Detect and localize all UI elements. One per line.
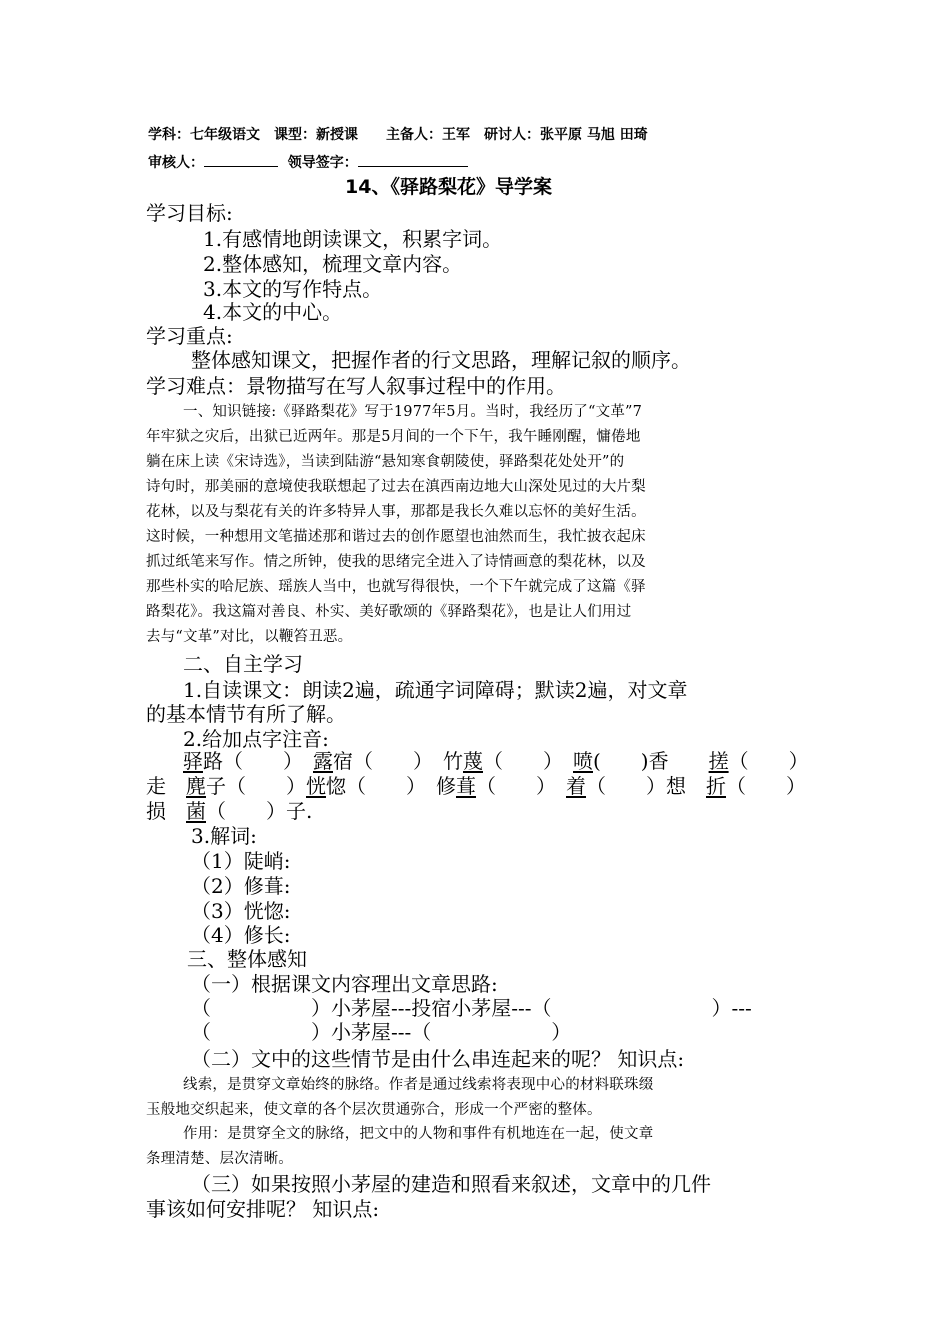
clue-line: 线索，是贯穿文章始终的脉络。作者是通过线索将表现中心的材料联珠缀: [183, 1077, 654, 1093]
pinyin-slot: （ ）: [476, 774, 566, 798]
pinyin-slot: 宿（ ）: [333, 749, 443, 773]
pinyin-row: [146, 801, 312, 821]
pinyin-text: 走: [146, 774, 186, 798]
vocab-item: （3）恍惚:: [191, 899, 291, 923]
knowledge-line: 诗句时，那美丽的意境使我联想起了过去在滇西南边地大山深处见过的大片梨: [146, 479, 646, 495]
dotted-char: 着: [566, 774, 586, 798]
dotted-char: 驿: [183, 749, 203, 773]
pinyin-row: [183, 751, 809, 771]
knowledge-line: 这时候，一种想用文笔描述那和谐过去的创作愿望也油然而生，我忙披衣起床: [146, 529, 646, 545]
pinyin-text: 竹: [443, 749, 463, 773]
knowledge-line: 路梨花》。我这篇对善良、朴实、美好歌颂的《驿路梨花》，也是让人们用过: [146, 604, 632, 620]
clue-line: 条理清楚、层次清晰。: [146, 1151, 293, 1167]
question-2: （二）文中的这些情节是由什么串连起来的呢？ 知识点:: [191, 1047, 685, 1071]
knowledge-line: 年牢狱之灾后，出狱已近两年。那是5月间的一个下午，我午睡刚醒，慵倦地: [146, 429, 641, 445]
pinyin-slot: 路（ ）: [203, 749, 313, 773]
meta-line: 学科：七年级语文 课型：新授课 主备人：王军 研讨人：张平原 马旭 田琦: [148, 127, 648, 143]
objective-item: 1.有感情地朗读课文，积累字词。: [203, 227, 503, 251]
overall-heading: 三、整体感知: [187, 947, 307, 971]
knowledge-line: 去与“文革”对比，以鞭笞丑恶。: [146, 629, 353, 645]
pinyin-slot: （ ）: [726, 774, 806, 798]
vocab-heading: 3.解词:: [191, 824, 257, 848]
objective-item: 4.本文的中心。: [203, 300, 343, 324]
reviewer-blank: [204, 152, 278, 167]
dotted-char: 菌: [186, 799, 206, 823]
reviewer-label: 审核人：: [148, 155, 204, 171]
outline-line: （ ）小茅屋---投宿小茅屋---（ ）---: [191, 996, 752, 1020]
vocab-item: （1）陡峭:: [191, 849, 291, 873]
clue-line: 玉般地交织起来，使文章的各个层次贯通弥合，形成一个严密的整体。: [146, 1102, 602, 1118]
objective-item: 3.本文的写作特点。: [203, 277, 383, 301]
dotted-char: 露: [313, 749, 333, 773]
dotted-char: 麂: [186, 774, 206, 798]
dotted-char: 恍: [306, 774, 326, 798]
knowledge-line: 躺在床上读《宋诗选》，当读到陆游“悬知寒食朝陵使，驿路梨花处处开”的: [146, 454, 625, 470]
vocab-item: （4）修长:: [191, 923, 291, 947]
focus-heading: 学习重点:: [146, 324, 233, 348]
question-1: （一）根据课文内容理出文章思路:: [191, 972, 498, 996]
pinyin-text: 损: [146, 799, 186, 823]
dotted-char: 喷: [573, 749, 593, 773]
pinyin-slot: ( )香: [593, 749, 709, 773]
clue-line: 作用：是贯穿全文的脉络，把文中的人物和事件有机地连在一起，使文章: [183, 1126, 654, 1142]
pinyin-slot: 子（ ）: [206, 774, 306, 798]
pinyin-slot: （ ）: [728, 749, 809, 773]
page-title: 14、《驿路梨花》导学案: [345, 176, 552, 198]
self-study-heading: 二、自主学习: [183, 652, 303, 676]
dotted-char: 折: [706, 774, 726, 798]
pinyin-slot: （ ）想: [586, 774, 706, 798]
objective-item: 2.整体感知，梳理文章内容。: [203, 252, 463, 276]
question-3-cont: 事该如何安排呢？ 知识点:: [146, 1197, 380, 1221]
signature-line: [148, 152, 468, 170]
pinyin-slot: （ ）子.: [206, 799, 313, 823]
objectives-heading: 学习目标:: [146, 201, 233, 225]
dotted-char: 蔑: [463, 749, 483, 773]
difficulty-text: 学习难点：景物描写在写人叙事过程中的作用。: [146, 374, 566, 398]
vocab-item: （2）修葺:: [191, 874, 291, 898]
focus-text: 整体感知课文，把握作者的行文思路，理解记叙的顺序。: [191, 348, 691, 372]
question-3: （三）如果按照小茅屋的建造和照看来叙述，文章中的几件: [191, 1172, 711, 1196]
dotted-char: 搓: [708, 749, 729, 773]
pinyin-text: 修: [436, 774, 456, 798]
pinyin-row: [146, 776, 806, 796]
knowledge-line: 抓过纸笔来写作。情之所钟，使我的思绪完全进入了诗情画意的梨花林，以及: [146, 554, 646, 570]
pinyin-heading: 2.给加点字注音:: [183, 727, 329, 751]
leader-blank: [358, 152, 468, 167]
pinyin-slot: （ ）: [483, 749, 573, 773]
dotted-char: 葺: [456, 774, 476, 798]
knowledge-line: 一、知识链接:《驿路梨花》写于1977年5月。当时，我经历了“文革”7: [183, 404, 643, 420]
knowledge-line: 花林，以及与梨花有关的许多特异人事，那都是我长久难以忘怀的美好生活。: [146, 504, 646, 520]
self-study-item1: 1.自读课文：朗读2遍，疏通字词障碍；默读2遍，对文章: [183, 678, 688, 702]
leader-label: 领导签字：: [287, 155, 358, 171]
self-study-item1-cont: 的基本情节有所了解。: [146, 702, 346, 726]
outline-line: （ ）小茅屋---（ ）: [191, 1020, 572, 1044]
pinyin-slot: 惚（ ）: [326, 774, 436, 798]
knowledge-line: 那些朴实的哈尼族、瑶族人当中，也就写得很快，一个下午就完成了这篇《驿: [146, 579, 646, 595]
